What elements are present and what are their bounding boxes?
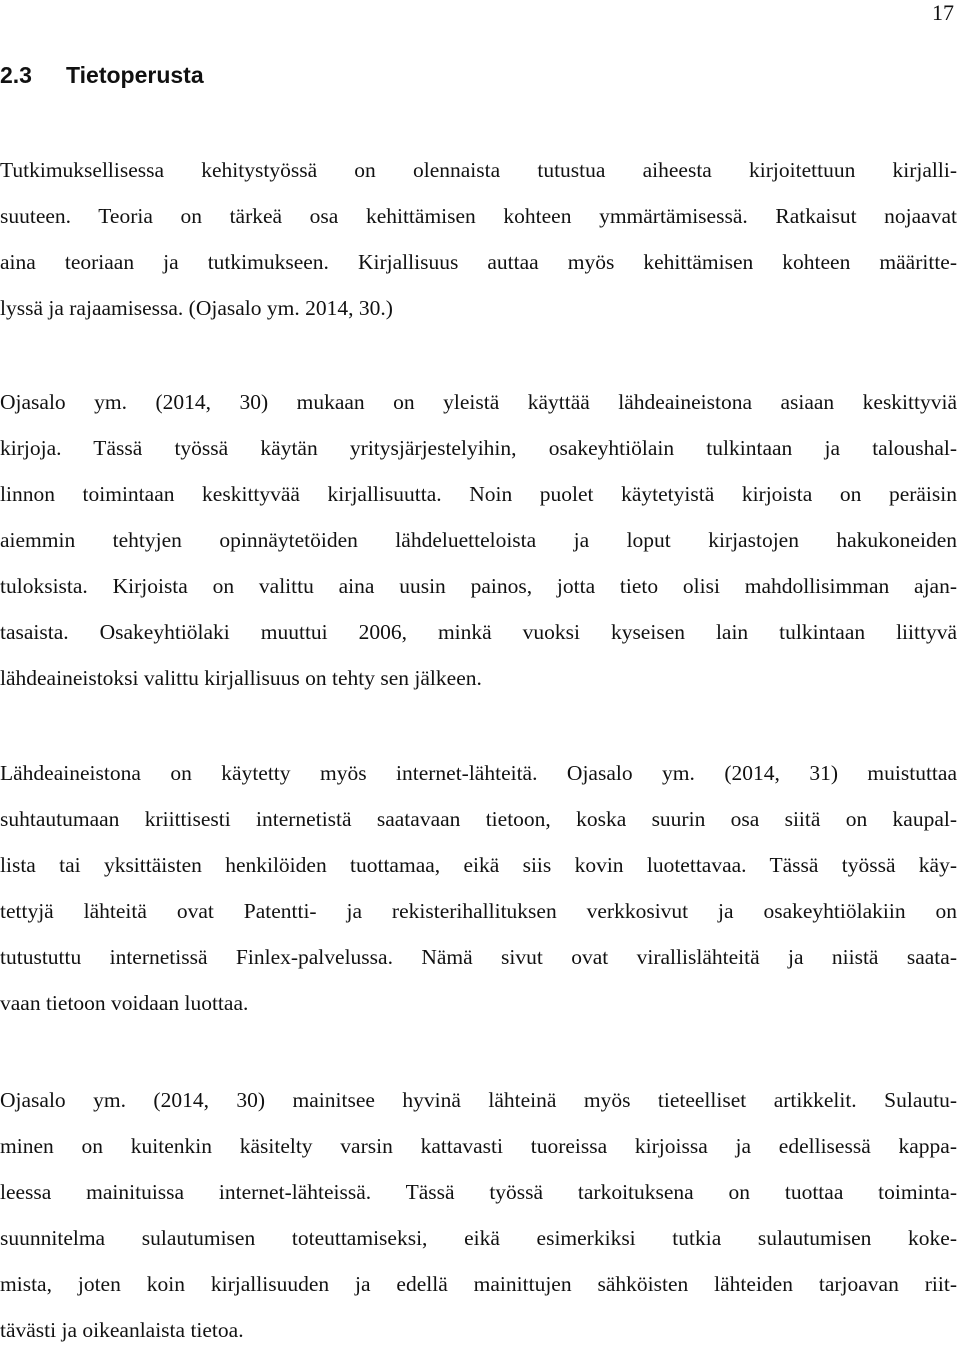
text-line: Lähdeaineistona on käytetty myös internet-lähteitä. Ojasalo ym. (2014, 31) muistuttaa <box>0 761 957 785</box>
paragraph-1 <box>0 147 957 331</box>
section-title: Tietoperusta <box>66 62 204 88</box>
text-line: kirjoja. Tässä työssä käytän yritysjärjestelyihin, osakeyhtiölain tulkintaan ja taloushal- <box>0 436 957 460</box>
text-line: Tutkimuksellisessa kehitystyössä on olennaista tutustua aiheesta kirjoitettuun kirjalli- <box>0 158 957 182</box>
text-line: minen on kuitenkin käsitelty varsin kattavasti tuoreissa kirjoissa ja edellisessä kappa- <box>0 1134 957 1158</box>
text-line: tutustuttu internetissä Finlex-palvelussa. Nämä sivut ovat virallislähteitä ja niistä saata- <box>0 945 957 969</box>
text-line: Ojasalo ym. (2014, 30) mukaan on yleistä käyttää lähdeaineistona asiaan keskittyviä <box>0 390 957 414</box>
text-line: suuteen. Teoria on tärkeä osa kehittämisen kohteen ymmärtämisessä. Ratkaisut nojaavat <box>0 204 957 228</box>
text-line: mista, joten koin kirjallisuuden ja edellä mainittujen sähköisten lähteiden tarjoavan riit- <box>0 1272 957 1296</box>
text-line: suhtautumaan kriittisesti internetistä saatavaan tietoon, koska suurin osa siitä on kaupal- <box>0 807 957 831</box>
section-heading <box>0 60 204 90</box>
text-line: aina teoriaan ja tutkimukseen. Kirjallisuus auttaa myös kehittämisen kohteen määritte- <box>0 250 957 274</box>
paragraph-4 <box>0 1077 957 1353</box>
text-line: lyssä ja rajaamisessa. (Ojasalo ym. 2014, 30.) <box>0 296 393 320</box>
text-line: lista tai yksittäisten henkilöiden tuottamaa, eikä siis kovin luotettavaa. Tässä työssä käy- <box>0 853 957 877</box>
page-number: 17 <box>932 0 954 25</box>
text-line: tettyjä lähteitä ovat Patentti- ja rekisterihallituksen verkkosivut ja osakeyhtiölakiin on <box>0 899 957 923</box>
text-line: tävästi ja oikeanlaista tietoa. <box>0 1318 244 1342</box>
text-line: lähdeaineistoksi valittu kirjallisuus on tehty sen jälkeen. <box>0 666 482 690</box>
text-line: vaan tietoon voidaan luottaa. <box>0 991 249 1015</box>
text-line: linnon toimintaan keskittyvää kirjallisuutta. Noin puolet käytetyistä kirjoista on peräisin <box>0 482 957 506</box>
text-line: suunnitelma sulautumisen toteuttamiseksi, eikä esimerkiksi tutkia sulautumisen koke- <box>0 1226 957 1250</box>
text-line: tasaista. Osakeyhtiölaki muuttui 2006, minkä vuoksi kyseisen lain tulkintaan liittyvä <box>0 620 957 644</box>
paragraph-2 <box>0 379 957 701</box>
text-line: aiemmin tehtyjen opinnäytetöiden lähdeluetteloista ja loput kirjastojen hakukoneiden <box>0 528 957 552</box>
text-line: Ojasalo ym. (2014, 30) mainitsee hyvinä lähteinä myös tieteelliset artikkelit. Sulautu- <box>0 1088 957 1112</box>
text-line: tuloksista. Kirjoista on valittu aina uusin painos, jotta tieto olisi mahdollisimman ajan- <box>0 574 957 598</box>
section-number: 2.3 <box>0 62 32 88</box>
paragraph-3 <box>0 750 957 1026</box>
text-line: leessa mainituissa internet-lähteissä. Tässä työssä tarkoituksena on tuottaa toiminta- <box>0 1180 957 1204</box>
